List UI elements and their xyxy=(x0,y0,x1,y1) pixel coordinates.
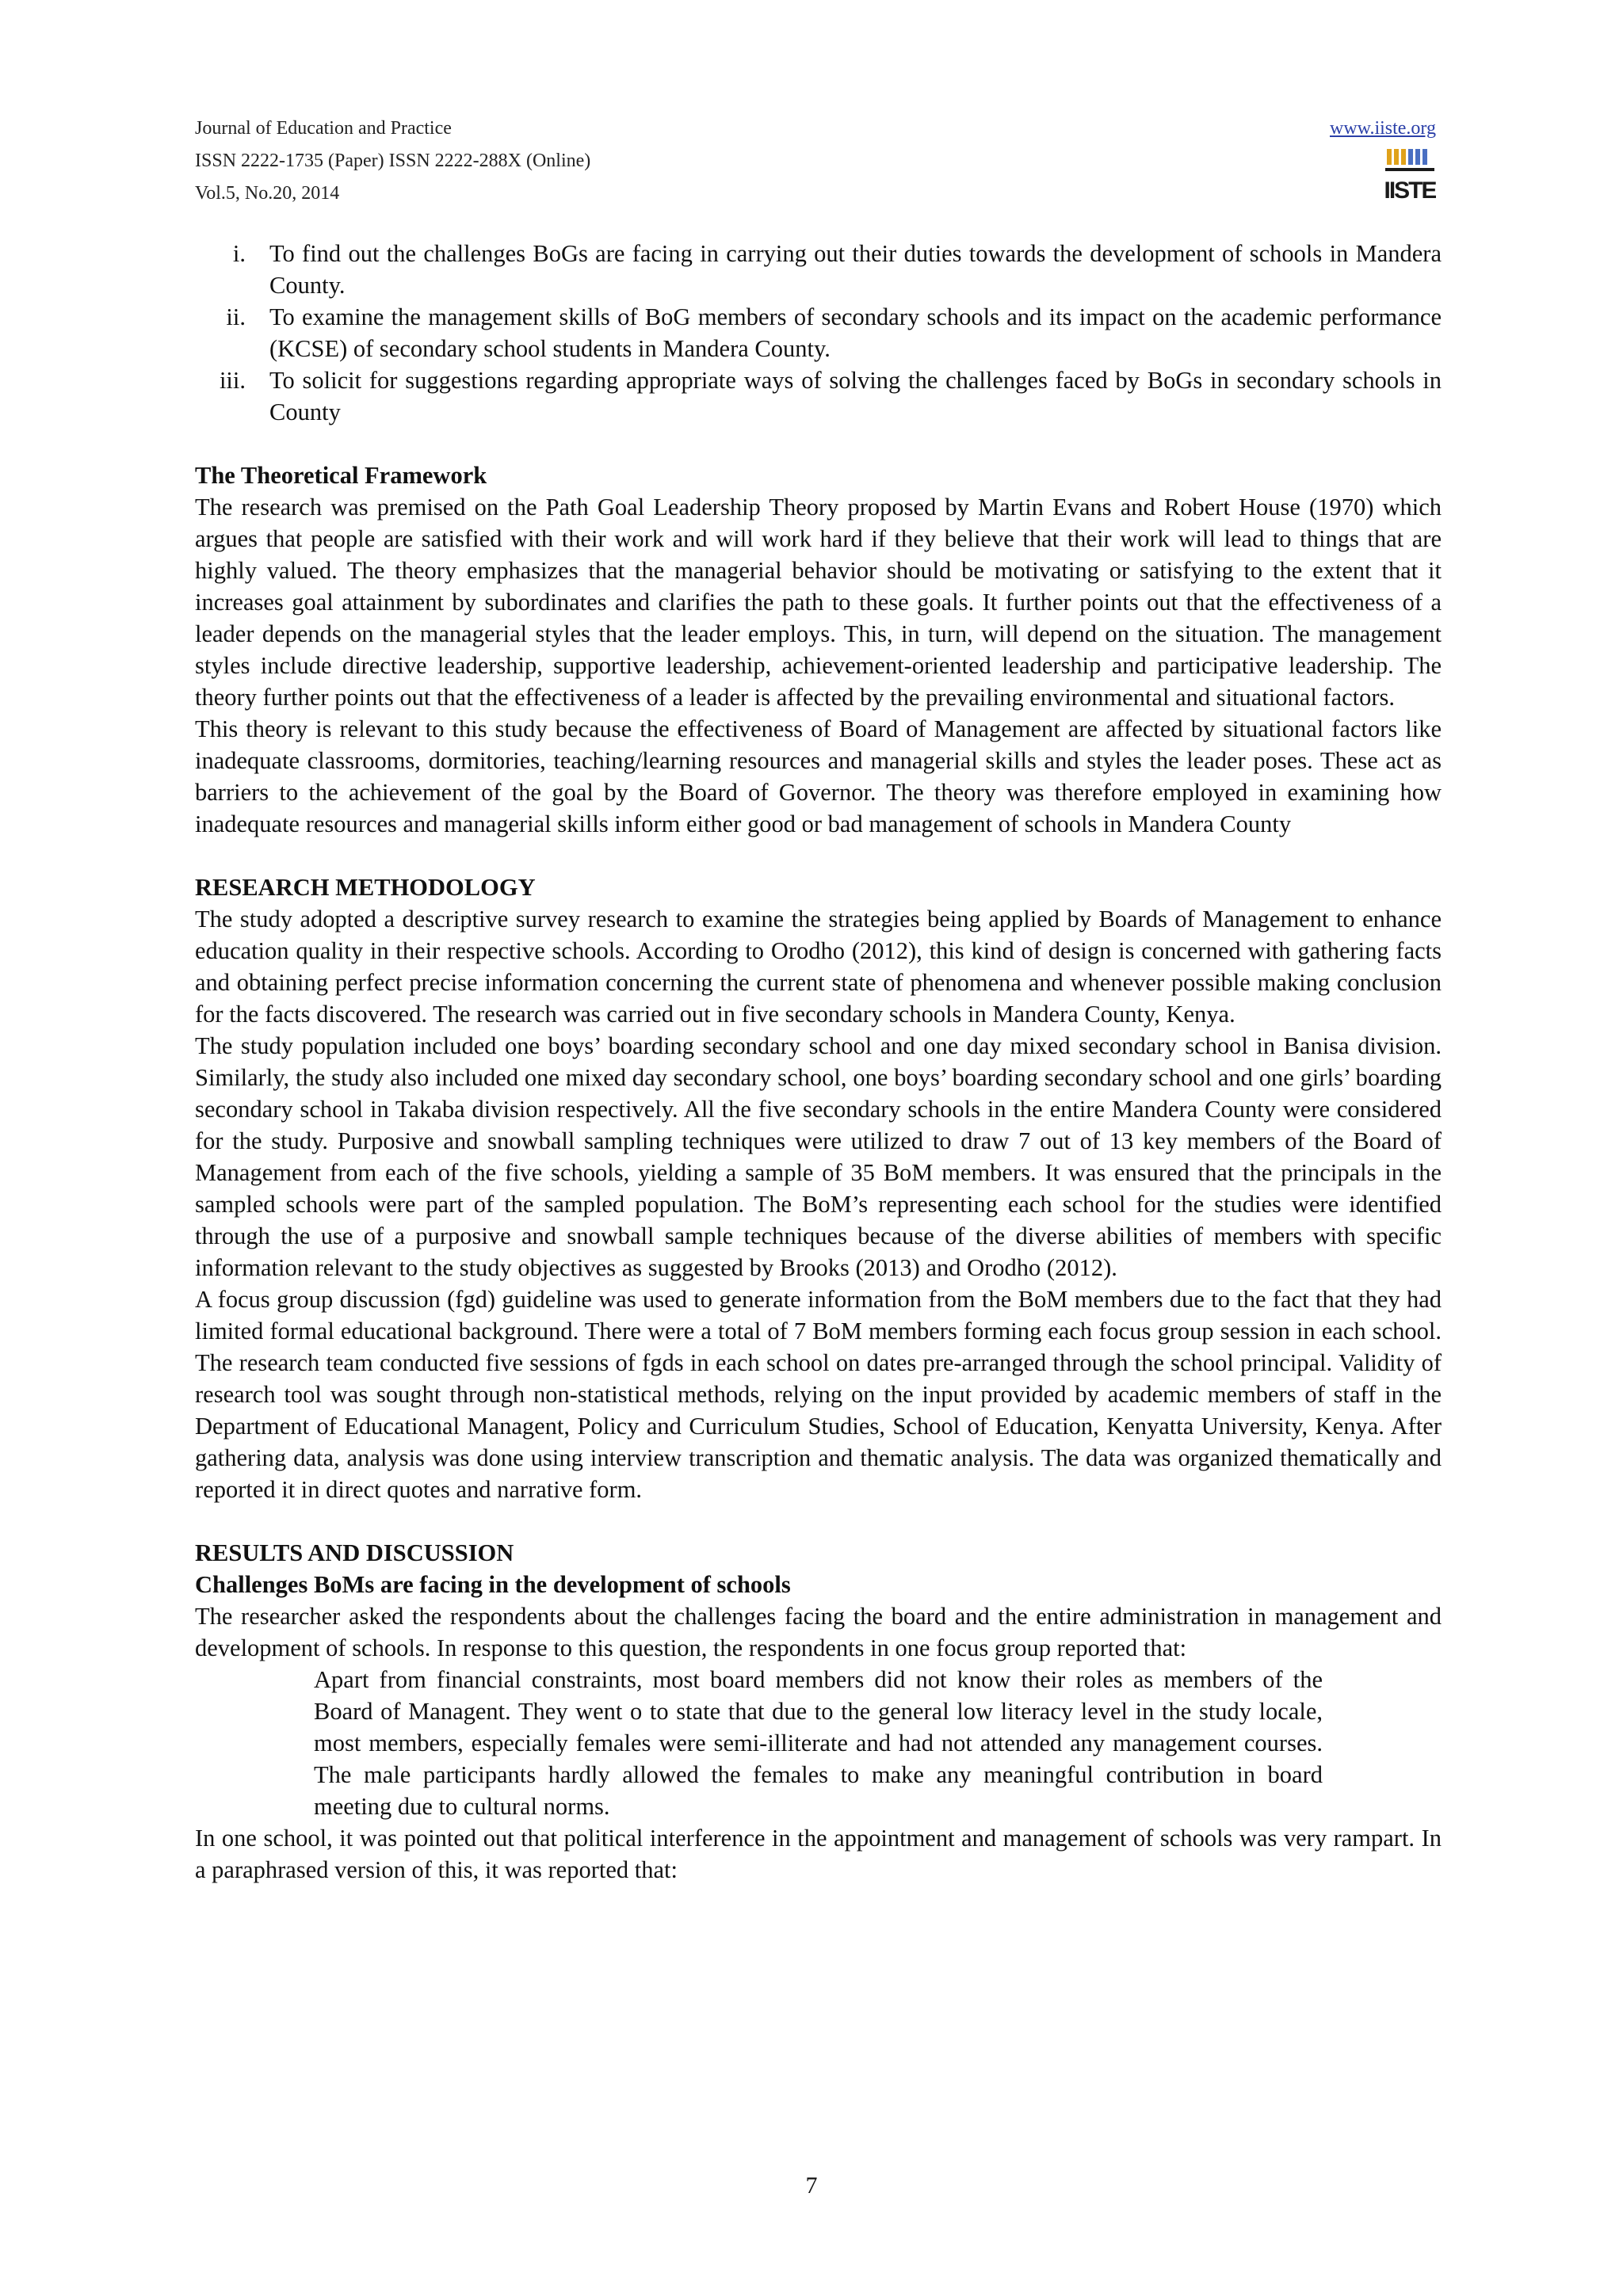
block-quote: Apart from financial constraints, most board members did not know their roles as members of the Board of Managent. They went o to state that due to the general low literacy level in the study locale, most members, especially females were semi-illiterate and had not attended any management courses. The male participants hardly allowed the females to make any meaningful contribution in board meeting due to cultural norms. xyxy=(314,1666,1323,1820)
svg-text:IISTE: IISTE xyxy=(1384,177,1436,201)
iiste-logo xyxy=(1384,147,1436,201)
section-heading-results: RESULTS AND DISCUSSION xyxy=(195,1539,514,1566)
section-heading-methodology: RESEARCH METHODOLOGY xyxy=(195,874,536,901)
page-number: 7 xyxy=(805,2172,818,2199)
paragraph: The study population included one boys’ boarding secondary school and one day mixed secondary school in Banisa division. Similarly, the study also included one mixed day secondary school, one boys’ boarding secondary school and one girls’ boarding secondary school in Takaba division respectively. All the five secondary schools in the entire Mandera County were considered for the study. Purposive and snowball sampling techniques were utilized to draw 7 out of 13 key members of the Board of Management from each of the five schools, yielding a sample of 35 BoM members. It was ensured that the principals in the sampled schools were part of the sampled population. The BoM’s representing each school for the studies were identified through the use of a purposive and snowball sample techniques because of the diverse abilities of members with specific information relevant to the study objectives as suggested by Brooks (2013) and Orodho (2012). xyxy=(195,1032,1442,1281)
paragraph: The researcher asked the respondents about the challenges facing the board and the entire administration in management and development of schools. In response to this question, the respondents in one focus group reported that: xyxy=(195,1603,1442,1661)
journal-url-link[interactable]: www.iiste.org xyxy=(1330,118,1436,139)
article-body xyxy=(195,238,1442,1886)
objectives-list xyxy=(195,238,1442,428)
paragraph: The study adopted a descriptive survey research to examine the strategies being applied by Boards of Management to enhance education quality in their respective schools. According to Orodho (2012), this kind of design is concerned with gathering facts and obtaining perfect precise information concerning the current state of phenomena and whenever possible making conclusion for the facts discovered. The research was carried out in five secondary schools in Mandera County, Kenya. xyxy=(195,906,1442,1028)
paragraph: A focus group discussion (fgd) guideline was used to generate information from the BoM members due to the fact that they had limited formal educational background. There were a total of 7 BoM members forming each focus group session in each school. The research team conducted five sessions of fgds in each school on dates pre-arranged through the school principal. Validity of research tool was sought through non-statistical methods, relying on the input provided by academic members of staff in the Department of Educational Managent, Policy and Curriculum Studies, School of Education, Kenyatta University, Kenya. After gathering data, analysis was done using interview transcription and thematic analysis. The data was organized thematically and reported it in direct quotes and narrative form. xyxy=(195,1286,1442,1503)
paragraph: In one school, it was pointed out that political interference in the appointment and management of schools was very rampart. In a paraphrased version of this, it was reported that: xyxy=(195,1825,1442,1883)
list-item: iii. To solicit for suggestions regarding appropriate ways of solving the challenges faced by BoGs in secondary schools in County xyxy=(219,367,1442,425)
list-item: i. To find out the challenges BoGs are facing in carrying out their duties towards the development of schools in Mandera County. xyxy=(232,240,1442,299)
journal-name: Journal of Education and Practice xyxy=(195,118,452,139)
section-heading-theoretical: The Theoretical Framework xyxy=(195,462,487,489)
section-subheading-challenges: Challenges BoMs are facing in the development of schools xyxy=(195,1571,791,1598)
journal-volume: Vol.5, No.20, 2014 xyxy=(195,183,340,204)
paragraph: The research was premised on the Path Goal Leadership Theory proposed by Martin Evans and Robert House (1970) which argues that people are satisfied with their work and will work hard if they believe that their work will lead to things that are highly valued. The theory emphasizes that the managerial behavior should be motivating or satisfying to the extent that it increases goal attainment by subordinates and clarifies the path to these goals. It further points out that the effectiveness of a leader depends on the managerial styles that the leader employs. This, in turn, will depend on the situation. The management styles include directive leadership, supportive leadership, achievement-oriented leadership and participative leadership. The theory further points out that the effectiveness of a leader is affected by the prevailing environmental and situational factors. xyxy=(195,494,1442,711)
journal-issn: ISSN 2222-1735 (Paper) ISSN 2222-288X (Online) xyxy=(195,151,591,171)
paragraph: This theory is relevant to this study because the effectiveness of Board of Management are affected by situational factors like inadequate classrooms, dormitories, teaching/learning resources and managerial skills and styles the leader poses. These act as barriers to the achievement of the goal by the Board of Governor. The theory was therefore employed in examining how inadequate resources and managerial skills inform either good or bad management of schools in Mandera County xyxy=(195,715,1442,837)
list-item: ii. To examine the management skills of BoG members of secondary schools and its impact on the academic performance (KCSE) of secondary school students in Mandera County. xyxy=(226,303,1442,362)
